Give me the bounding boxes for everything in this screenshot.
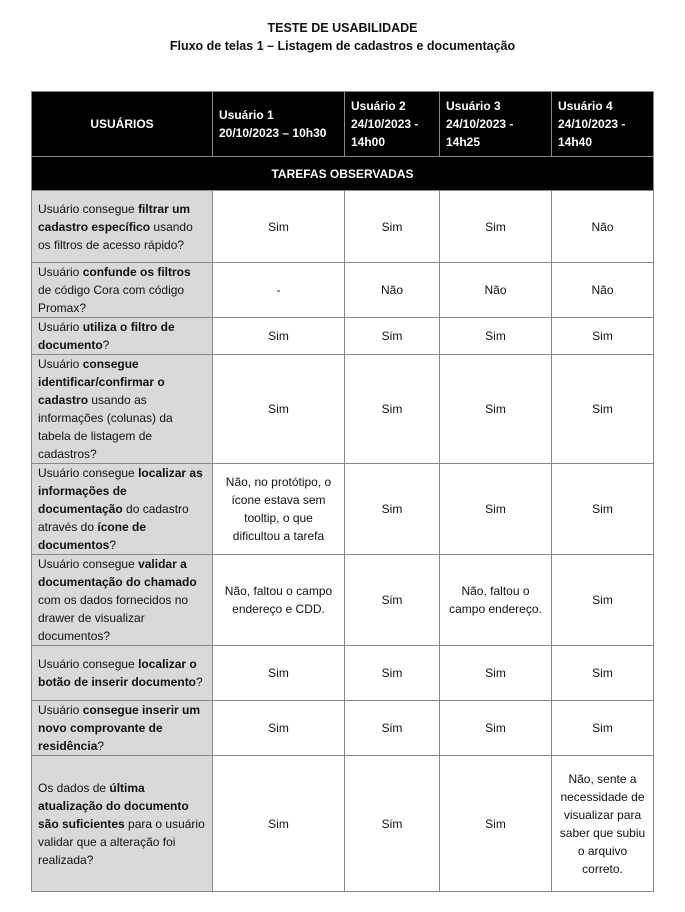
user-2-result-cell: Sim [345,555,440,646]
user-2-time: 14h00 [351,135,386,149]
task-text: usando os filtros de acesso rápido? [38,219,193,252]
task-cell [32,263,213,318]
user-4-result-cell: Não [552,263,654,318]
task-text-bold: localizar o botão de inserir documento [38,657,197,689]
task-text-bold: confunde os filtros [82,265,191,279]
user-3-result-cell: Não, faltou o campo endereço. [440,555,552,646]
task-cell [32,756,213,892]
task-rows [32,191,654,892]
user-3-result-cell: Sim [440,756,552,892]
task-text: de código Cora com código Promax? [38,283,185,315]
user-3-time: 14h25 [446,135,481,149]
table-row [32,464,654,555]
task-cell [32,464,213,555]
user-2-name: Usuário 2 [351,99,406,113]
user-3-header [440,92,552,157]
user-4-result-cell: Não, sente a necessidade de visualizar para saber que subiu o arquivo correto. [552,756,654,892]
user-2-date: 24/10/2023 - [351,117,419,131]
section-row [32,157,654,191]
task-text: Usuário consegue [38,466,139,480]
task-text: Usuário [38,357,83,371]
user-4-result-cell: Sim [552,318,654,355]
user-2-result-cell: Sim [345,464,440,555]
task-cell [32,701,213,756]
task-text: ? [102,338,110,352]
user-4-result-cell: Sim [552,646,654,701]
user-4-header [552,92,654,157]
task-text: Usuário [38,265,83,279]
task-cell [32,555,213,646]
user-4-result-cell: Não [552,191,654,263]
user-1-result-cell: Sim [213,701,345,756]
table-row [32,263,654,318]
user-4-result-cell: Sim [552,355,654,464]
task-text: usando as informações (colunas) da tabela de listagem de cadastros? [38,393,173,461]
user-4-time: 14h40 [558,135,593,149]
user-4-result-cell: Sim [552,555,654,646]
task-text: para o usuário validar que a alteração foi realizada? [38,816,205,867]
users-header: USUÁRIOS [32,92,213,157]
task-text-bold: consegue identificar/confirmar o cadastro [38,357,165,407]
task-cell [32,355,213,464]
user-1-result-cell: - [213,263,345,318]
user-1-result-cell: Não, faltou o campo endereço e CDD. [213,555,345,646]
table-row [32,555,654,646]
task-text-bold: filtrar um cadastro específico [38,201,191,234]
task-text-bold: utiliza o filtro de documento [38,320,175,352]
user-2-result-cell: Sim [345,646,440,701]
task-text: Os dados de [38,780,110,795]
user-3-date: 24/10/2023 - [446,117,514,131]
user-4-result-cell: Sim [552,701,654,756]
table-row [32,756,654,892]
task-text: Usuário [38,320,83,334]
user-2-result-cell: Sim [345,191,440,263]
table-row [32,318,654,355]
task-text: ? [97,739,105,753]
table-row [32,646,654,701]
user-1-name: Usuário 1 [219,108,274,122]
task-text-bold: validar a documentação do chamado [38,557,197,589]
user-1-result-cell: Não, no protótipo, o ícone estava sem tooltip, o que dificultou a tarefa [213,464,345,555]
user-1-result-cell: Sim [213,318,345,355]
task-text-bold: localizar as informações de documentação [38,466,203,516]
user-2-result-cell: Não [345,263,440,318]
user-1-result-cell: Sim [213,646,345,701]
user-2-result-cell: Sim [345,318,440,355]
task-text-bold: consegue inserir um novo comprovante de residência [38,703,201,753]
user-2-result-cell: Sim [345,701,440,756]
user-3-result-cell: Sim [440,355,552,464]
usability-table [31,91,654,892]
table-row [32,701,654,756]
table-row [32,191,654,263]
task-cell [32,318,213,355]
task-text: com os dados fornecidos no drawer de visualizar documentos? [38,593,189,643]
user-1-header [213,92,345,157]
section-header: TAREFAS OBSERVADAS [32,157,654,191]
document-subtitle: Fluxo de telas 1 – Listagem de cadastros e documentação [169,39,516,53]
task-text-bold: última atualização do documento são suficientes [38,780,189,831]
user-1-result-cell: Sim [213,191,345,263]
task-text: Usuário consegue [38,657,139,671]
user-3-result-cell: Sim [440,191,552,263]
user-3-result-cell: Sim [440,318,552,355]
user-2-header [345,92,440,157]
task-text-bold: ícone de documentos [38,520,147,552]
user-4-date: 24/10/2023 - [558,117,626,131]
task-text: do cadastro através do [38,502,189,534]
header-row [32,92,654,157]
task-text: Usuário consegue [38,201,139,216]
user-3-name: Usuário 3 [446,99,501,113]
task-text: Usuário consegue [38,557,139,571]
user-2-result-cell: Sim [345,756,440,892]
user-3-result-cell: Sim [440,646,552,701]
user-1-result-cell: Sim [213,355,345,464]
user-3-result-cell: Sim [440,701,552,756]
user-1-result-cell: Sim [213,756,345,892]
user-2-result-cell: Sim [345,355,440,464]
user-4-result-cell: Sim [552,464,654,555]
user-4-name: Usuário 4 [558,99,613,113]
user-3-result-cell: Não [440,263,552,318]
task-text: Usuário [38,703,83,717]
document-title: TESTE DE USABILIDADE [267,21,418,35]
task-text: ? [196,675,203,689]
user-1-date: 20/10/2023 – 10h30 [219,126,327,140]
task-cell [32,191,213,263]
user-3-result-cell: Sim [440,464,552,555]
table-row [32,355,654,464]
task-text: ? [109,538,117,552]
task-cell [32,646,213,701]
